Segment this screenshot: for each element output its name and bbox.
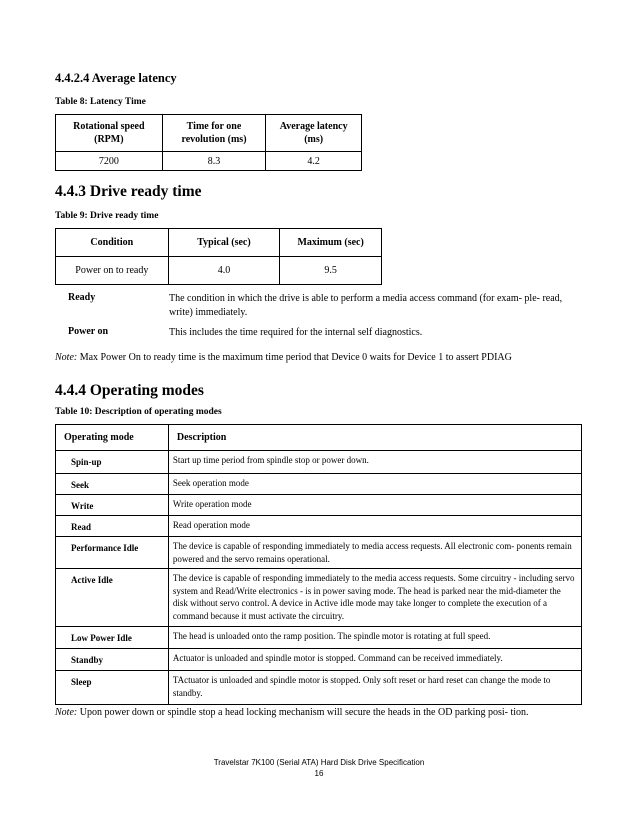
table9-caption: Table 9: Drive ready time: [55, 211, 159, 221]
header-condition: Condition: [56, 229, 169, 257]
table-row: [56, 569, 582, 627]
note-text: Upon power down or spindle stop a head locking mechanism will secure the heads in the OD parking posi- tion.: [77, 707, 529, 718]
page-footer: [0, 757, 638, 779]
mode-description: Read operation mode: [168, 516, 581, 537]
note-power-on: [55, 350, 615, 365]
note-label: Note:: [55, 352, 78, 363]
table-row: [56, 671, 582, 705]
cell-average-latency: 4.2: [266, 152, 362, 171]
definition-text: The condition in which the drive is able to perform a media access command (for exam- ple- read, write) immediately.: [169, 293, 563, 318]
drive-ready-heading: 4.4.3 Drive ready time: [55, 183, 202, 200]
header-time-for-one-revolution: Time for one revolution (ms): [162, 115, 266, 152]
cell-revolution-time: 8.3: [162, 152, 266, 171]
mode-name: Spin-up: [56, 451, 169, 474]
table-row: [56, 516, 582, 537]
mode-description: The device is capable of responding immediately to media access requests. All electronic com- ponents remain powered and the servo remains operational.: [168, 537, 581, 569]
header-maximum: Maximum (sec): [280, 229, 382, 257]
definition-text: This includes the time required for the internal self diagnostics.: [169, 327, 423, 338]
mode-description: Write operation mode: [168, 495, 581, 516]
table8-caption: Table 8: Latency Time: [55, 97, 146, 107]
header-rotational-speed: Rotational speed (RPM): [56, 115, 163, 152]
cell-rpm: 7200: [56, 152, 163, 171]
note-label: Note:: [55, 707, 78, 718]
drive-ready-table: [55, 228, 382, 285]
table-row: [56, 537, 582, 569]
table-row: [56, 649, 582, 671]
table-row: [56, 495, 582, 516]
cell-typical: 4.0: [168, 257, 280, 285]
mode-name: Seek: [56, 474, 169, 495]
mode-description: Start up time period from spindle stop or power down.: [168, 451, 581, 474]
header-average-latency: Average latency (ms): [266, 115, 362, 152]
table-header-row: [56, 229, 382, 257]
mode-name: Read: [56, 516, 169, 537]
page-number: 16: [314, 769, 324, 778]
header-description: Description: [168, 425, 581, 451]
mode-description: The device is capable of responding immediately to the media access requests. Some circuitry - including servo system and Read/Write electronics - is in power saving mode. The head is parked near the mid-diameter the disk without servo control. A device in Active idle mode may take longer to complete the execution of a command because it must activate the circuitry.: [168, 569, 581, 627]
table-row: [56, 451, 582, 474]
definition-term: Ready: [68, 292, 96, 303]
mode-name: Performance Idle: [56, 537, 169, 569]
table-header-row: [56, 115, 362, 152]
footer-title: Travelstar 7K100 (Serial ATA) Hard Disk Drive Specification: [213, 758, 425, 767]
table-row: [56, 257, 382, 285]
definition-term: Power on: [68, 326, 109, 337]
cell-condition: Power on to ready: [56, 257, 169, 285]
table-row: [56, 152, 362, 171]
mode-description: The head is unloaded onto the ramp position. The spindle motor is rotating at full speed.: [168, 627, 581, 649]
operating-modes-table: [55, 424, 582, 705]
header-operating-mode: Operating mode: [56, 425, 169, 451]
avg-latency-heading: 4.4.2.4 Average latency: [55, 71, 177, 85]
note-head-locking: [55, 705, 587, 720]
latency-table: [55, 114, 362, 171]
mode-description: TActuator is unloaded and spindle motor is stopped. Only soft reset or hard reset can change the mode to standby.: [168, 671, 581, 705]
header-typical: Typical (sec): [168, 229, 280, 257]
note-text: Max Power On to ready time is the maximum time period that Device 0 waits for Device 1 to assert PDIAG: [77, 352, 512, 363]
table-row: [56, 474, 582, 495]
mode-name: Write: [56, 495, 169, 516]
table-row: [56, 627, 582, 649]
table-header-row: [56, 425, 582, 451]
mode-name: Standby: [56, 649, 169, 671]
mode-name: Active Idle: [56, 569, 169, 627]
table10-caption: Table 10: Description of operating modes: [55, 407, 222, 417]
mode-description: Actuator is unloaded and spindle motor is stopped. Command can be received immediately.: [168, 649, 581, 671]
mode-description: Seek operation mode: [168, 474, 581, 495]
mode-name: Low Power Idle: [56, 627, 169, 649]
cell-maximum: 9.5: [280, 257, 382, 285]
operating-modes-heading: 4.4.4 Operating modes: [55, 382, 204, 399]
mode-name: Sleep: [56, 671, 169, 705]
